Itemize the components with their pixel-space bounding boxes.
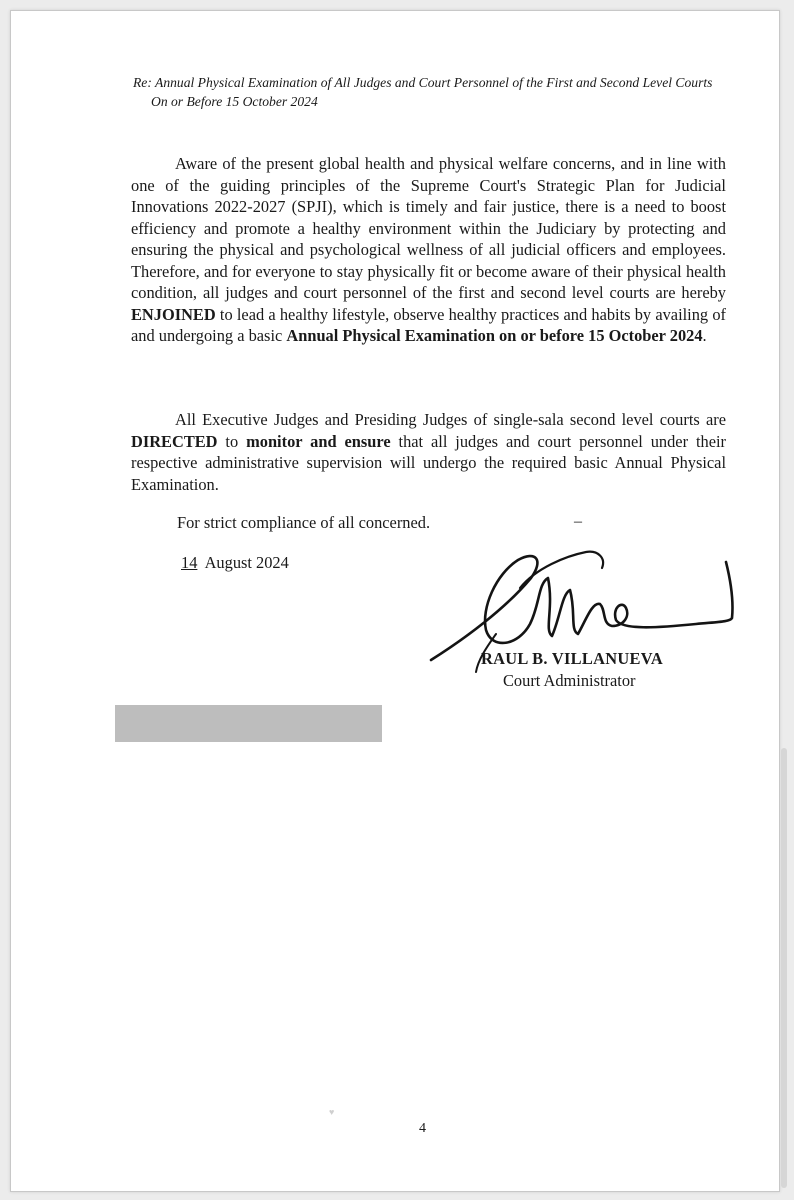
- vertical-scrollbar[interactable]: [781, 748, 787, 1188]
- enjoined-emphasis: ENJOINED: [131, 304, 216, 324]
- monitor-emphasis: monitor and ensure: [246, 431, 391, 451]
- faint-mark: ♥: [329, 1107, 335, 1117]
- paragraph1-text-1: Aware of the present global health and physical welfare concerns, and in line with one of the guiding principles of the Supreme Court's Strategic Plan for Judicial Innovations 2022-2027 (SPJI), which is timely and fair justice, there is a need to boost efficiency and promote a healthy environment within the Judiciary by protecting and ensuring the physical and psychological wellness of all judicial officers and employees. Therefore, and for everyone to stay physically fit or become aware of their physical health condition, all judges and court personnel of the first and second level courts are hereby: [131, 154, 726, 302]
- paragraph1-text-3: .: [702, 326, 707, 345]
- header-line-1: Re: Annual Physical Examination of All Judges and Court Personnel of the First and Second Level Courts: [133, 75, 713, 90]
- date-day: 14: [181, 553, 198, 572]
- compliance-line: For strict compliance of all concerned.: [177, 513, 431, 532]
- paragraph2-text-3: that all judges and court personnel under their respective administrative supervision will undergo the required basic Annual Physical Examination.: [131, 431, 726, 494]
- paragraph2-text-2: to: [217, 431, 247, 451]
- redacted-block: [115, 705, 382, 742]
- issue-date: [177, 553, 289, 573]
- date-month-year: August 2024: [204, 553, 289, 572]
- paragraph2-text-1: All Executive Judges and Presiding Judges of single-sala second level courts are: [175, 410, 726, 429]
- document-header: [133, 73, 733, 111]
- directed-emphasis: DIRECTED: [131, 431, 218, 451]
- paragraph-monitoring-directive: [131, 409, 726, 495]
- paragraph1-text-2: to lead a healthy lifestyle, observe healthy practices and habits by availing of and undergoing a basic: [131, 304, 726, 345]
- header-line-2: On or Before 15 October 2024: [151, 94, 318, 109]
- pen-mark: ‒: [574, 513, 582, 530]
- document-page: [10, 10, 780, 1192]
- signatory-name: RAUL B. VILLANUEVA: [481, 649, 663, 668]
- deadline-emphasis: Annual Physical Examination on or before 15 October 2024: [286, 326, 703, 345]
- paragraph-health-directive: [131, 153, 726, 347]
- signatory-title: Court Administrator: [503, 671, 636, 690]
- page-number: 4: [419, 1121, 426, 1136]
